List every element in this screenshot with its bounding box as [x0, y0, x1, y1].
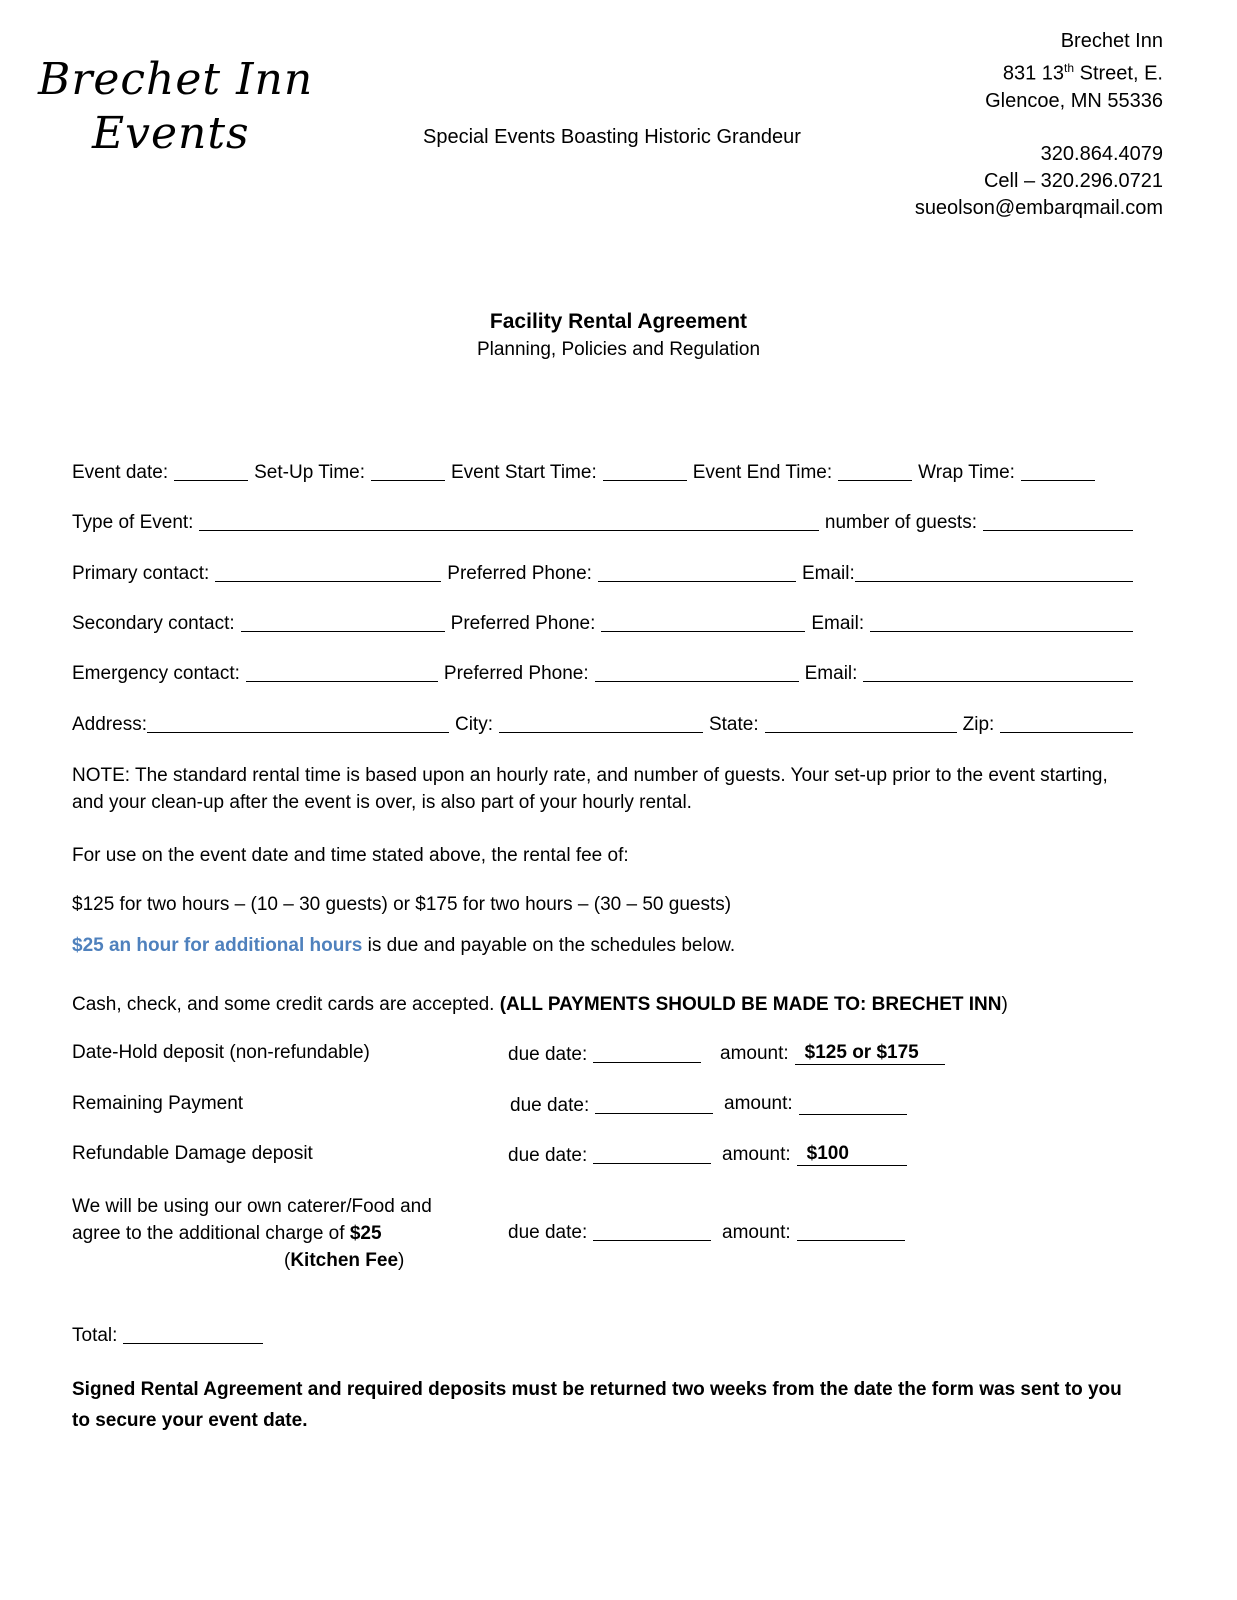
due-date-label: due date: — [508, 1044, 588, 1065]
secondary-contact-label: Secondary contact: — [72, 613, 235, 634]
payment-row-kitchen-fee — [72, 1193, 1072, 1277]
amount-value[interactable]: $125 or $175 — [795, 1042, 945, 1065]
total-field[interactable] — [123, 1323, 263, 1344]
caterer-text — [72, 1193, 432, 1274]
inn-name: Brechet Inn — [1060, 30, 1163, 52]
cell-phone: Cell – 320.296.0721 — [983, 169, 1163, 192]
city-line: Glencoe, MN 55336 — [985, 89, 1163, 112]
emergency-phone-field[interactable] — [595, 661, 799, 682]
logo-line-2: Events — [92, 108, 250, 159]
primary-email-label: Email: — [801, 563, 855, 584]
event-end-field[interactable] — [838, 460, 912, 481]
kitchen-fee-amount: $25 — [349, 1223, 382, 1244]
caterer-line-3: (Kitchen Fee) — [284, 1250, 405, 1271]
wrap-time-label: Wrap Time: — [918, 462, 1015, 483]
additional-hours-line — [72, 932, 1139, 959]
payment-label: Refundable Damage deposit — [72, 1143, 313, 1164]
contact-address-block — [915, 28, 1163, 222]
amount-label: amount: — [720, 1043, 789, 1064]
caterer-line-1: We will be using our own caterer/Food and — [72, 1196, 432, 1217]
phone: 320.864.4079 — [1040, 142, 1163, 165]
payment-methods-line — [72, 991, 1139, 1018]
fee-line: $125 for two hours – (10 – 30 guests) or $175 for two hours – (30 – 50 guests) — [72, 894, 732, 915]
payment-row-remaining — [72, 1093, 1072, 1123]
secondary-phone-field[interactable] — [601, 611, 805, 632]
event-start-field[interactable] — [603, 460, 687, 481]
type-of-event-label: Type of Event: — [72, 512, 194, 533]
address-label: Address: — [72, 714, 147, 735]
amount-group — [722, 1220, 911, 1244]
primary-contact-field[interactable] — [215, 561, 441, 582]
payment-payee: (ALL PAYMENTS SHOULD BE MADE TO: BRECHET INN — [499, 994, 1002, 1015]
page-title: Facility Rental Agreement — [489, 310, 748, 333]
due-date-field[interactable] — [593, 1042, 701, 1063]
street-ordinal: th — [1064, 61, 1075, 75]
tagline: Special Events Boasting Historic Grandeur — [423, 126, 801, 148]
event-date-field[interactable] — [174, 460, 248, 481]
due-date-field[interactable] — [593, 1143, 711, 1164]
times-row — [72, 460, 1139, 484]
due-date-field[interactable] — [595, 1093, 713, 1114]
event-date-label: Event date: — [72, 462, 169, 483]
city-label: City: — [454, 714, 493, 735]
amount-value[interactable] — [799, 1095, 907, 1115]
payment-row-date-hold — [72, 1042, 1072, 1072]
city-field[interactable] — [499, 712, 703, 733]
due-date-group — [508, 1143, 717, 1167]
payment-label: Date-Hold deposit (non-refundable) — [72, 1042, 370, 1063]
payment-row-damage-deposit — [72, 1143, 1072, 1173]
due-date-label: due date: — [508, 1222, 588, 1243]
due-date-label: due date: — [508, 1145, 588, 1166]
primary-phone-label: Preferred Phone: — [447, 563, 592, 584]
state-label: State: — [708, 714, 759, 735]
secondary-email-label: Email: — [811, 613, 865, 634]
amount-group — [722, 1143, 907, 1166]
street-rest: Street, E. — [1074, 62, 1163, 85]
zip-label: Zip: — [962, 714, 995, 735]
amount-value[interactable]: $100 — [797, 1143, 907, 1166]
emergency-contact-row — [72, 661, 1139, 685]
fee-intro: For use on the event date and time stated above, the rental fee of: — [72, 845, 629, 866]
address-row — [72, 712, 1139, 736]
emergency-email-field[interactable] — [863, 661, 1133, 682]
due-date-group — [510, 1093, 719, 1117]
zip-field[interactable] — [1000, 712, 1133, 733]
secondary-email-field[interactable] — [870, 611, 1133, 632]
state-field[interactable] — [765, 712, 957, 733]
event-type-row — [72, 510, 1139, 534]
setup-time-field[interactable] — [371, 460, 445, 481]
address-field[interactable] — [147, 712, 449, 733]
additional-hours-rest: is due and payable on the schedules below. — [362, 935, 736, 956]
payment-close: ) — [1001, 994, 1008, 1015]
logo-line-1: Brechet Inn — [38, 54, 314, 105]
payment-methods: Cash, check, and some credit cards are accepted. — [72, 994, 500, 1015]
amount-group — [720, 1042, 945, 1065]
emergency-phone-label: Preferred Phone: — [443, 663, 589, 684]
secondary-phone-label: Preferred Phone: — [450, 613, 596, 634]
due-date-group — [508, 1042, 707, 1066]
emergency-contact-label: Emergency contact: — [72, 663, 240, 684]
primary-phone-field[interactable] — [598, 561, 796, 582]
amount-label: amount: — [724, 1093, 793, 1114]
number-of-guests-field[interactable] — [983, 510, 1133, 531]
page-subtitle: Planning, Policies and Regulation — [476, 339, 761, 360]
title-block — [0, 308, 1237, 364]
street-number: 831 13 — [1002, 62, 1065, 85]
total-label: Total: — [72, 1325, 118, 1346]
due-date-field[interactable] — [593, 1220, 711, 1241]
amount-field[interactable] — [797, 1220, 905, 1241]
type-of-event-field[interactable] — [199, 510, 818, 531]
additional-hours-rate: $25 an hour for additional hours — [72, 935, 363, 956]
email-address: sueolson@embarqmail.com — [914, 196, 1163, 219]
primary-contact-label: Primary contact: — [72, 563, 210, 584]
secondary-contact-field[interactable] — [241, 611, 445, 632]
due-date-group — [508, 1220, 717, 1244]
emergency-email-label: Email: — [804, 663, 858, 684]
setup-time-label: Set-Up Time: — [254, 462, 365, 483]
street-line — [915, 55, 1163, 88]
caterer-line-2: agree to the additional charge of $25 — [72, 1223, 382, 1244]
emergency-contact-field[interactable] — [246, 661, 438, 682]
rental-note: NOTE: The standard rental time is based upon an hourly rate, and number of guests. Your set-up prior to the event starting, and your clean-up after the event is over, is also part of your hourly rental. — [72, 765, 1108, 813]
amount-label: amount: — [722, 1144, 791, 1165]
event-start-label: Event Start Time: — [451, 462, 597, 483]
primary-contact-row — [72, 561, 1139, 585]
total-row — [72, 1323, 269, 1347]
footer-note: Signed Rental Agreement and required deposits must be returned two weeks from the date the form was sent to you to secure your event date. — [72, 1379, 1122, 1431]
number-of-guests-label: number of guests: — [824, 512, 977, 533]
payment-label: Remaining Payment — [72, 1093, 244, 1114]
kitchen-fee-label: Kitchen Fee — [290, 1250, 399, 1271]
amount-label: amount: — [722, 1222, 791, 1243]
due-date-label: due date: — [510, 1095, 590, 1116]
event-end-label: Event End Time: — [692, 462, 833, 483]
wrap-time-field[interactable] — [1021, 460, 1095, 481]
secondary-contact-row — [72, 611, 1139, 635]
primary-email-field[interactable] — [855, 561, 1133, 582]
amount-group — [724, 1093, 907, 1115]
